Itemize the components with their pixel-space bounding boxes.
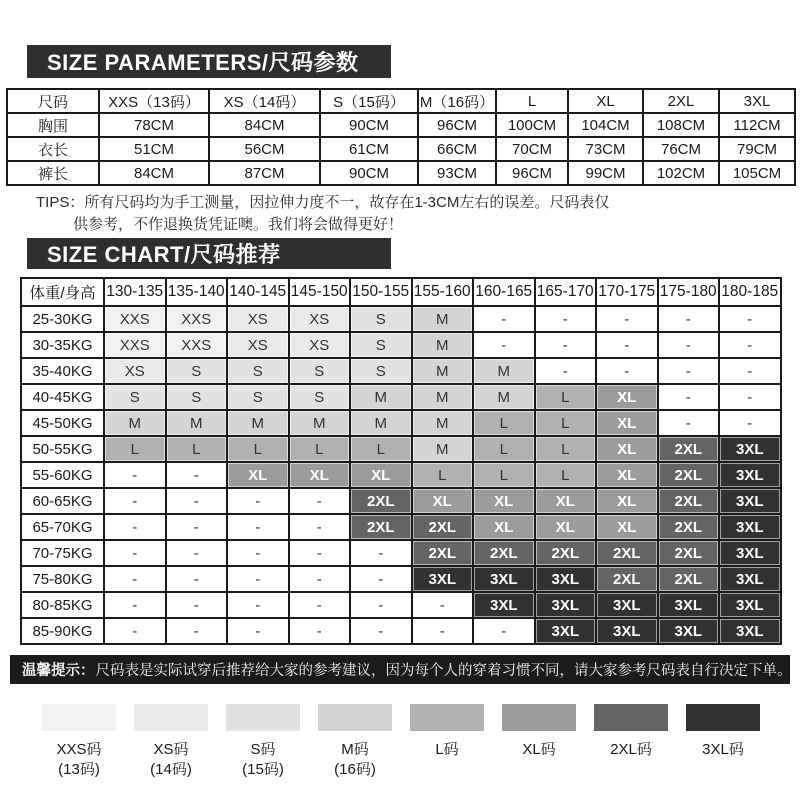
legend-color-swatch: [502, 704, 576, 731]
param-header-cell: L: [496, 89, 568, 113]
chart-row: [21, 384, 781, 410]
legend-color-swatch: [42, 704, 116, 731]
chart-size-cell: XS: [227, 306, 289, 332]
chart-size-cell: S: [350, 306, 412, 332]
chart-size-cell: M: [166, 410, 228, 436]
param-value-cell: 70CM: [496, 137, 568, 161]
chart-row: [21, 358, 781, 384]
chart-size-cell: XL: [596, 436, 658, 462]
chart-size-cell: S: [350, 358, 412, 384]
chart-size-cell: S: [227, 384, 289, 410]
chart-size-cell: XS: [289, 332, 351, 358]
chart-corner-header: 体重/身高: [21, 278, 104, 306]
legend-label: L码: [435, 741, 459, 758]
param-row-label: 衣长: [7, 137, 99, 161]
chart-size-cell: 2XL: [473, 540, 535, 566]
chart-size-cell: L: [473, 436, 535, 462]
param-row-label: 裤长: [7, 161, 99, 185]
tips-note: [36, 192, 766, 236]
chart-size-cell: -: [350, 540, 412, 566]
param-header-cell: XS（14码）: [209, 89, 320, 113]
chart-size-cell: XL: [412, 488, 474, 514]
legend-item: [590, 704, 672, 779]
param-value-cell: 90CM: [320, 113, 418, 137]
chart-height-header: 165-170: [535, 278, 597, 306]
param-value-cell: 66CM: [418, 137, 496, 161]
legend-item: [222, 704, 304, 779]
chart-size-cell: M: [412, 384, 474, 410]
legend-item: [406, 704, 488, 779]
chart-size-cell: S: [104, 384, 166, 410]
param-header-cell: XL: [568, 89, 643, 113]
chart-size-cell: XL: [596, 488, 658, 514]
chart-size-cell: L: [473, 462, 535, 488]
chart-size-cell: -: [227, 592, 289, 618]
chart-row: [21, 566, 781, 592]
size-chart-table: [20, 277, 782, 645]
chart-size-cell: 3XL: [719, 592, 781, 618]
legend-label: S码: [250, 741, 276, 758]
param-header-cell: XXS（13码）: [99, 89, 209, 113]
chart-size-cell: -: [350, 618, 412, 644]
size-parameters-banner: [27, 45, 391, 78]
chart-size-cell: -: [596, 332, 658, 358]
chart-size-cell: XS: [289, 306, 351, 332]
chart-height-header: 140-145: [227, 278, 289, 306]
chart-weight-label: 60-65KG: [21, 488, 104, 514]
chart-size-cell: L: [535, 462, 597, 488]
chart-height-header: 130-135: [104, 278, 166, 306]
chart-weight-label: 50-55KG: [21, 436, 104, 462]
chart-size-cell: -: [227, 540, 289, 566]
chart-weight-label: 25-30KG: [21, 306, 104, 332]
chart-size-cell: -: [289, 540, 351, 566]
chart-size-cell: 3XL: [596, 618, 658, 644]
legend-sublabel: (13码): [58, 760, 100, 778]
chart-size-cell: 2XL: [412, 540, 474, 566]
legend-color-swatch: [410, 704, 484, 731]
legend-color-swatch: [318, 704, 392, 731]
chart-size-cell: -: [166, 540, 228, 566]
chart-size-cell: -: [473, 306, 535, 332]
legend-item: [682, 704, 764, 779]
chart-size-cell: -: [227, 566, 289, 592]
chart-size-cell: 3XL: [719, 514, 781, 540]
chart-weight-label: 70-75KG: [21, 540, 104, 566]
chart-size-cell: -: [227, 514, 289, 540]
param-value-cell: 100CM: [496, 113, 568, 137]
legend-sublabel: (16码): [334, 760, 376, 778]
chart-size-cell: -: [658, 410, 720, 436]
chart-size-cell: -: [289, 592, 351, 618]
chart-size-cell: XL: [596, 410, 658, 436]
chart-size-cell: 3XL: [412, 566, 474, 592]
chart-size-cell: M: [289, 410, 351, 436]
param-value-cell: 96CM: [496, 161, 568, 185]
chart-size-cell: -: [412, 592, 474, 618]
size-chart-title: SIZE CHART/尺码推荐: [47, 242, 281, 267]
chart-size-cell: -: [166, 592, 228, 618]
chart-size-cell: M: [412, 306, 474, 332]
legend-item: [130, 704, 212, 779]
chart-size-cell: L: [535, 410, 597, 436]
chart-height-header: 145-150: [289, 278, 351, 306]
chart-size-cell: 2XL: [350, 514, 412, 540]
chart-size-cell: M: [412, 358, 474, 384]
legend-item: [498, 704, 580, 779]
param-value-cell: 78CM: [99, 113, 209, 137]
chart-row: [21, 514, 781, 540]
chart-size-cell: L: [535, 436, 597, 462]
chart-size-cell: 2XL: [412, 514, 474, 540]
chart-size-cell: -: [166, 618, 228, 644]
chart-size-cell: -: [658, 332, 720, 358]
param-header-row: [7, 89, 795, 113]
chart-size-cell: 3XL: [658, 592, 720, 618]
legend-item: [38, 704, 120, 779]
chart-size-cell: XL: [596, 384, 658, 410]
chart-weight-label: 35-40KG: [21, 358, 104, 384]
chart-row: [21, 540, 781, 566]
chart-height-header: 160-165: [473, 278, 535, 306]
chart-size-cell: S: [350, 332, 412, 358]
chart-size-cell: -: [289, 566, 351, 592]
chart-size-cell: 3XL: [535, 618, 597, 644]
chart-size-cell: 3XL: [596, 592, 658, 618]
param-value-cell: 73CM: [568, 137, 643, 161]
param-header-cell: M（16码）: [418, 89, 496, 113]
chart-size-cell: -: [350, 566, 412, 592]
param-header-cell: S（15码）: [320, 89, 418, 113]
param-header-cell: 尺码: [7, 89, 99, 113]
chart-size-cell: L: [412, 462, 474, 488]
legend-sublabel: (14码): [150, 760, 192, 778]
chart-size-cell: -: [719, 410, 781, 436]
chart-row: [21, 306, 781, 332]
chart-size-cell: L: [227, 436, 289, 462]
chart-size-cell: -: [535, 358, 597, 384]
chart-size-cell: M: [473, 358, 535, 384]
size-parameters-table: [6, 88, 796, 186]
chart-weight-label: 30-35KG: [21, 332, 104, 358]
param-value-cell: 87CM: [209, 161, 320, 185]
tips-line-2: 供参考，不作退换货凭证噢。我们将会做得更好！: [73, 215, 404, 233]
chart-size-cell: L: [104, 436, 166, 462]
chart-size-cell: -: [596, 358, 658, 384]
chart-size-cell: -: [289, 618, 351, 644]
param-value-cell: 112CM: [719, 113, 795, 137]
legend-label: XXS码: [56, 741, 102, 758]
chart-size-cell: XS: [227, 332, 289, 358]
chart-size-cell: -: [104, 514, 166, 540]
chart-size-cell: M: [227, 410, 289, 436]
legend-label: M码: [341, 741, 369, 758]
chart-size-cell: 3XL: [473, 592, 535, 618]
warm-tip-prefix: 温馨提示：: [22, 663, 95, 679]
chart-row: [21, 462, 781, 488]
chart-size-cell: 3XL: [473, 566, 535, 592]
chart-height-header: 180-185: [719, 278, 781, 306]
chart-size-cell: 3XL: [719, 436, 781, 462]
chart-size-cell: 3XL: [535, 592, 597, 618]
chart-size-cell: 3XL: [719, 566, 781, 592]
param-value-cell: 79CM: [719, 137, 795, 161]
chart-weight-label: 80-85KG: [21, 592, 104, 618]
chart-row: [21, 488, 781, 514]
chart-size-cell: XXS: [104, 306, 166, 332]
chart-size-cell: L: [473, 410, 535, 436]
chart-size-cell: M: [412, 436, 474, 462]
chart-size-cell: M: [104, 410, 166, 436]
param-value-cell: 84CM: [209, 113, 320, 137]
chart-size-cell: 2XL: [535, 540, 597, 566]
chart-size-cell: -: [104, 592, 166, 618]
chart-size-cell: XXS: [104, 332, 166, 358]
chart-size-cell: -: [104, 462, 166, 488]
size-parameters-title: SIZE PARAMETERS/尺码参数: [47, 50, 359, 75]
legend-label: XS码: [153, 741, 189, 758]
chart-size-cell: -: [658, 358, 720, 384]
chart-size-cell: 2XL: [658, 540, 720, 566]
chart-size-cell: -: [166, 514, 228, 540]
legend-color-swatch: [686, 704, 760, 731]
chart-size-cell: -: [719, 358, 781, 384]
chart-header-row: [21, 278, 781, 306]
legend-label: 3XL码: [702, 741, 744, 758]
chart-row: [21, 332, 781, 358]
chart-size-cell: 2XL: [658, 514, 720, 540]
chart-size-cell: 3XL: [719, 618, 781, 644]
chart-size-cell: M: [412, 410, 474, 436]
chart-size-cell: -: [719, 384, 781, 410]
param-value-cell: 84CM: [99, 161, 209, 185]
chart-size-cell: -: [350, 592, 412, 618]
chart-size-cell: -: [104, 540, 166, 566]
chart-size-cell: -: [104, 618, 166, 644]
chart-size-cell: -: [473, 332, 535, 358]
tips-line-1: TIPS：所有尺码均为手工测量，因拉伸力度不一，故存在1-3CM左右的误差。尺码表仅: [36, 194, 610, 211]
chart-size-cell: -: [535, 332, 597, 358]
chart-size-cell: -: [596, 306, 658, 332]
param-value-cell: 105CM: [719, 161, 795, 185]
chart-size-cell: L: [289, 436, 351, 462]
chart-size-cell: 3XL: [719, 462, 781, 488]
chart-size-cell: 2XL: [596, 540, 658, 566]
chart-height-header: 170-175: [596, 278, 658, 306]
chart-size-cell: 3XL: [658, 618, 720, 644]
legend-color-swatch: [134, 704, 208, 731]
chart-height-header: 150-155: [350, 278, 412, 306]
chart-size-cell: -: [658, 306, 720, 332]
param-row: [7, 113, 795, 137]
chart-row: [21, 436, 781, 462]
chart-size-cell: -: [412, 618, 474, 644]
chart-size-cell: 2XL: [658, 488, 720, 514]
chart-size-cell: XL: [596, 514, 658, 540]
chart-size-cell: 3XL: [535, 566, 597, 592]
chart-size-cell: -: [166, 488, 228, 514]
param-value-cell: 76CM: [643, 137, 719, 161]
chart-size-cell: S: [166, 384, 228, 410]
chart-size-cell: XL: [473, 488, 535, 514]
chart-weight-label: 55-60KG: [21, 462, 104, 488]
param-header-cell: 2XL: [643, 89, 719, 113]
chart-row: [21, 410, 781, 436]
param-value-cell: 93CM: [418, 161, 496, 185]
legend-sublabel: (15码): [242, 760, 284, 778]
chart-size-cell: -: [535, 306, 597, 332]
param-value-cell: 108CM: [643, 113, 719, 137]
chart-size-cell: XL: [350, 462, 412, 488]
param-value-cell: 90CM: [320, 161, 418, 185]
chart-size-cell: XL: [227, 462, 289, 488]
chart-size-cell: -: [719, 332, 781, 358]
chart-size-cell: 2XL: [658, 436, 720, 462]
chart-size-cell: M: [473, 384, 535, 410]
chart-size-cell: XL: [473, 514, 535, 540]
chart-size-cell: XL: [535, 514, 597, 540]
chart-size-cell: -: [658, 384, 720, 410]
chart-size-cell: -: [166, 566, 228, 592]
param-row-label: 胸围: [7, 113, 99, 137]
chart-size-cell: XL: [596, 462, 658, 488]
chart-size-cell: 2XL: [658, 462, 720, 488]
legend-item: [314, 704, 396, 779]
chart-weight-label: 85-90KG: [21, 618, 104, 644]
warm-tip-banner: [10, 655, 790, 684]
chart-size-cell: -: [104, 566, 166, 592]
legend-color-swatch: [594, 704, 668, 731]
chart-size-cell: 2XL: [350, 488, 412, 514]
param-row: [7, 161, 795, 185]
legend-label: XL码: [522, 741, 556, 758]
param-header-cell: 3XL: [719, 89, 795, 113]
chart-size-cell: L: [535, 384, 597, 410]
chart-size-cell: XXS: [166, 332, 228, 358]
warm-tip-text: 尺码表是实际试穿后推荐给大家的参考建议，因为每个人的穿着习惯不同，请大家参考尺码表自行决定下单。: [95, 663, 792, 679]
chart-height-header: 135-140: [166, 278, 228, 306]
chart-size-cell: 2XL: [596, 566, 658, 592]
chart-size-cell: M: [350, 384, 412, 410]
param-value-cell: 56CM: [209, 137, 320, 161]
chart-size-cell: S: [227, 358, 289, 384]
chart-size-cell: XL: [289, 462, 351, 488]
param-value-cell: 61CM: [320, 137, 418, 161]
chart-size-cell: -: [227, 488, 289, 514]
chart-weight-label: 40-45KG: [21, 384, 104, 410]
chart-size-cell: -: [166, 462, 228, 488]
chart-row: [21, 592, 781, 618]
legend-color-swatch: [226, 704, 300, 731]
chart-size-cell: S: [166, 358, 228, 384]
chart-size-cell: -: [719, 306, 781, 332]
param-value-cell: 51CM: [99, 137, 209, 161]
chart-size-cell: S: [289, 358, 351, 384]
size-color-legend: [38, 704, 764, 779]
chart-size-cell: L: [350, 436, 412, 462]
chart-row: [21, 618, 781, 644]
chart-size-cell: 3XL: [719, 488, 781, 514]
chart-weight-label: 65-70KG: [21, 514, 104, 540]
chart-weight-label: 75-80KG: [21, 566, 104, 592]
param-value-cell: 99CM: [568, 161, 643, 185]
chart-size-cell: XXS: [166, 306, 228, 332]
chart-weight-label: 45-50KG: [21, 410, 104, 436]
param-value-cell: 102CM: [643, 161, 719, 185]
size-chart-banner: [27, 238, 391, 269]
legend-label: 2XL码: [610, 741, 652, 758]
param-value-cell: 96CM: [418, 113, 496, 137]
chart-size-cell: XL: [535, 488, 597, 514]
chart-size-cell: L: [166, 436, 228, 462]
chart-height-header: 175-180: [658, 278, 720, 306]
chart-size-cell: 3XL: [719, 540, 781, 566]
chart-height-header: 155-160: [412, 278, 474, 306]
param-row: [7, 137, 795, 161]
chart-size-cell: -: [104, 488, 166, 514]
chart-size-cell: XS: [104, 358, 166, 384]
chart-size-cell: 2XL: [658, 566, 720, 592]
chart-size-cell: M: [412, 332, 474, 358]
chart-size-cell: M: [350, 410, 412, 436]
chart-size-cell: -: [227, 618, 289, 644]
chart-size-cell: -: [289, 488, 351, 514]
chart-size-cell: S: [289, 384, 351, 410]
chart-size-cell: -: [289, 514, 351, 540]
param-value-cell: 104CM: [568, 113, 643, 137]
chart-size-cell: -: [473, 618, 535, 644]
